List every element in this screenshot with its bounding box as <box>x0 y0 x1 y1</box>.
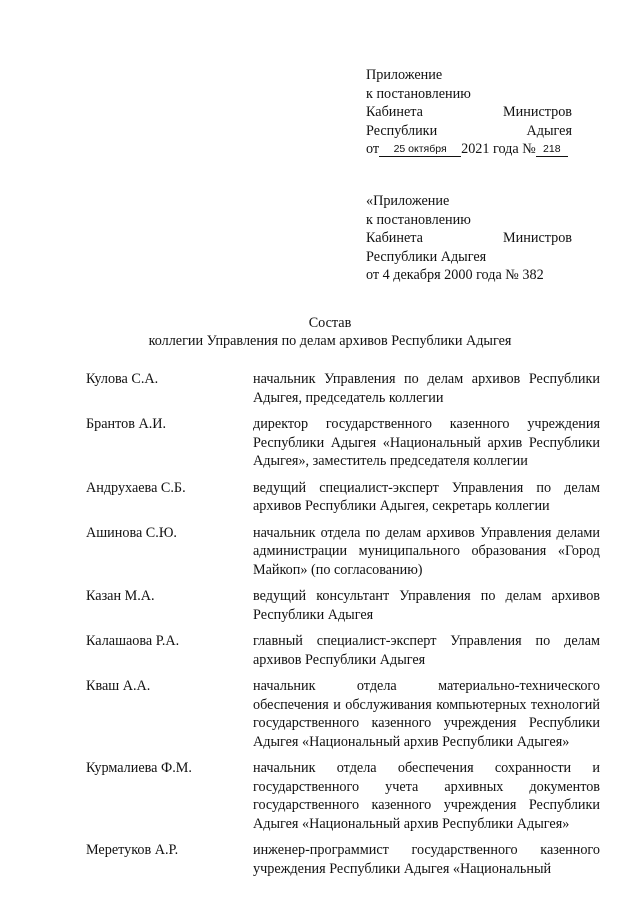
member-row <box>86 759 606 833</box>
republic-word-left: Республики <box>366 122 438 139</box>
member-role: главный специалист-эксперт Управления по делам архивов Республики Адыгея <box>253 633 600 668</box>
member-row <box>86 677 606 751</box>
member-name: Кулова С.А. <box>86 371 159 387</box>
appendix-org-line <box>366 103 572 122</box>
member-name: Меретуков А.Р. <box>86 842 179 858</box>
member-role: ведущий специалист-эксперт Управления по делам архивов Республики Адыгея, секретарь коллегии <box>253 479 600 514</box>
date-suffix: 2021 года № <box>461 141 536 157</box>
member-name: Андрухаева С.Б. <box>86 479 186 496</box>
quoted-appendix-header <box>366 192 572 285</box>
member-row <box>86 587 606 624</box>
appendix-header <box>366 66 572 159</box>
document-subtitle: коллегии Управления по делам архивов Республики Адыгея <box>148 333 512 349</box>
member-role: ведущий консультант Управления по делам архивов Республики Адыгея <box>253 588 600 623</box>
quoted-appendix-ref: к постановлению <box>366 211 471 228</box>
member-name: Кваш А.А. <box>86 678 151 694</box>
appendix-ref: к постановлению <box>366 85 471 102</box>
handwritten-date: 25 октября <box>379 143 461 157</box>
member-row <box>86 370 606 407</box>
member-row <box>86 632 606 669</box>
appendix-date-line <box>366 140 572 159</box>
quoted-republic-line: Республики Адыгея <box>366 248 487 265</box>
member-role: начальник отдела обеспечения сохранности и государственного учета архивных документов государственного казенного учреждения Республики Адыгея «Национальный архив Республики Адыгея» <box>253 760 600 832</box>
member-role: инженер-программист государственного казенного учреждения Республики Адыгея «Национальный <box>253 842 600 877</box>
member-name: Брантов А.И. <box>86 416 167 432</box>
quoted-appendix-label: «Приложение <box>366 193 450 209</box>
member-row <box>86 841 606 878</box>
appendix-republic-line <box>366 122 572 141</box>
document-title: Состав <box>308 315 352 331</box>
member-role: начальник отдела по делам архивов Управления делами администрации муниципального образования «Город Майкоп» (по согласованию) <box>253 524 600 578</box>
member-name: Курмалиева Ф.М. <box>86 760 192 776</box>
org-word-right: Министров <box>503 104 572 120</box>
org-word-left: Кабинета <box>366 104 423 120</box>
member-name: Казан М.А. <box>86 588 155 604</box>
quoted-org-line <box>366 229 572 248</box>
date-prefix: от <box>366 141 380 157</box>
member-row <box>86 479 606 516</box>
member-name: Калашаова Р.А. <box>86 633 180 649</box>
quoted-org-left: Кабинета <box>366 230 423 246</box>
republic-word-right: Адыгея <box>526 122 572 139</box>
quoted-date-line: от 4 декабря 2000 года № 382 <box>366 267 544 283</box>
appendix-label: Приложение <box>366 67 443 83</box>
member-role: директор государственного казенного учреждения Республики Адыгея «Национальный архив Республики Адыгея», заместитель председателя коллегии <box>253 416 600 469</box>
handwritten-number: 218 <box>536 143 568 157</box>
member-role: начальник отдела материально-технического обеспечения и обслуживания компьютерных технологий государственного казенного учреждения Республики Адыгея «Национальный архив Республики Адыгея» <box>253 678 600 750</box>
member-name: Ашинова С.Ю. <box>86 524 177 541</box>
members-list <box>86 370 606 886</box>
member-row <box>86 415 606 471</box>
quoted-org-right: Министров <box>503 230 572 246</box>
member-role: начальник Управления по делам архивов Республики Адыгея, председатель коллегии <box>253 371 600 406</box>
member-row <box>86 524 606 580</box>
